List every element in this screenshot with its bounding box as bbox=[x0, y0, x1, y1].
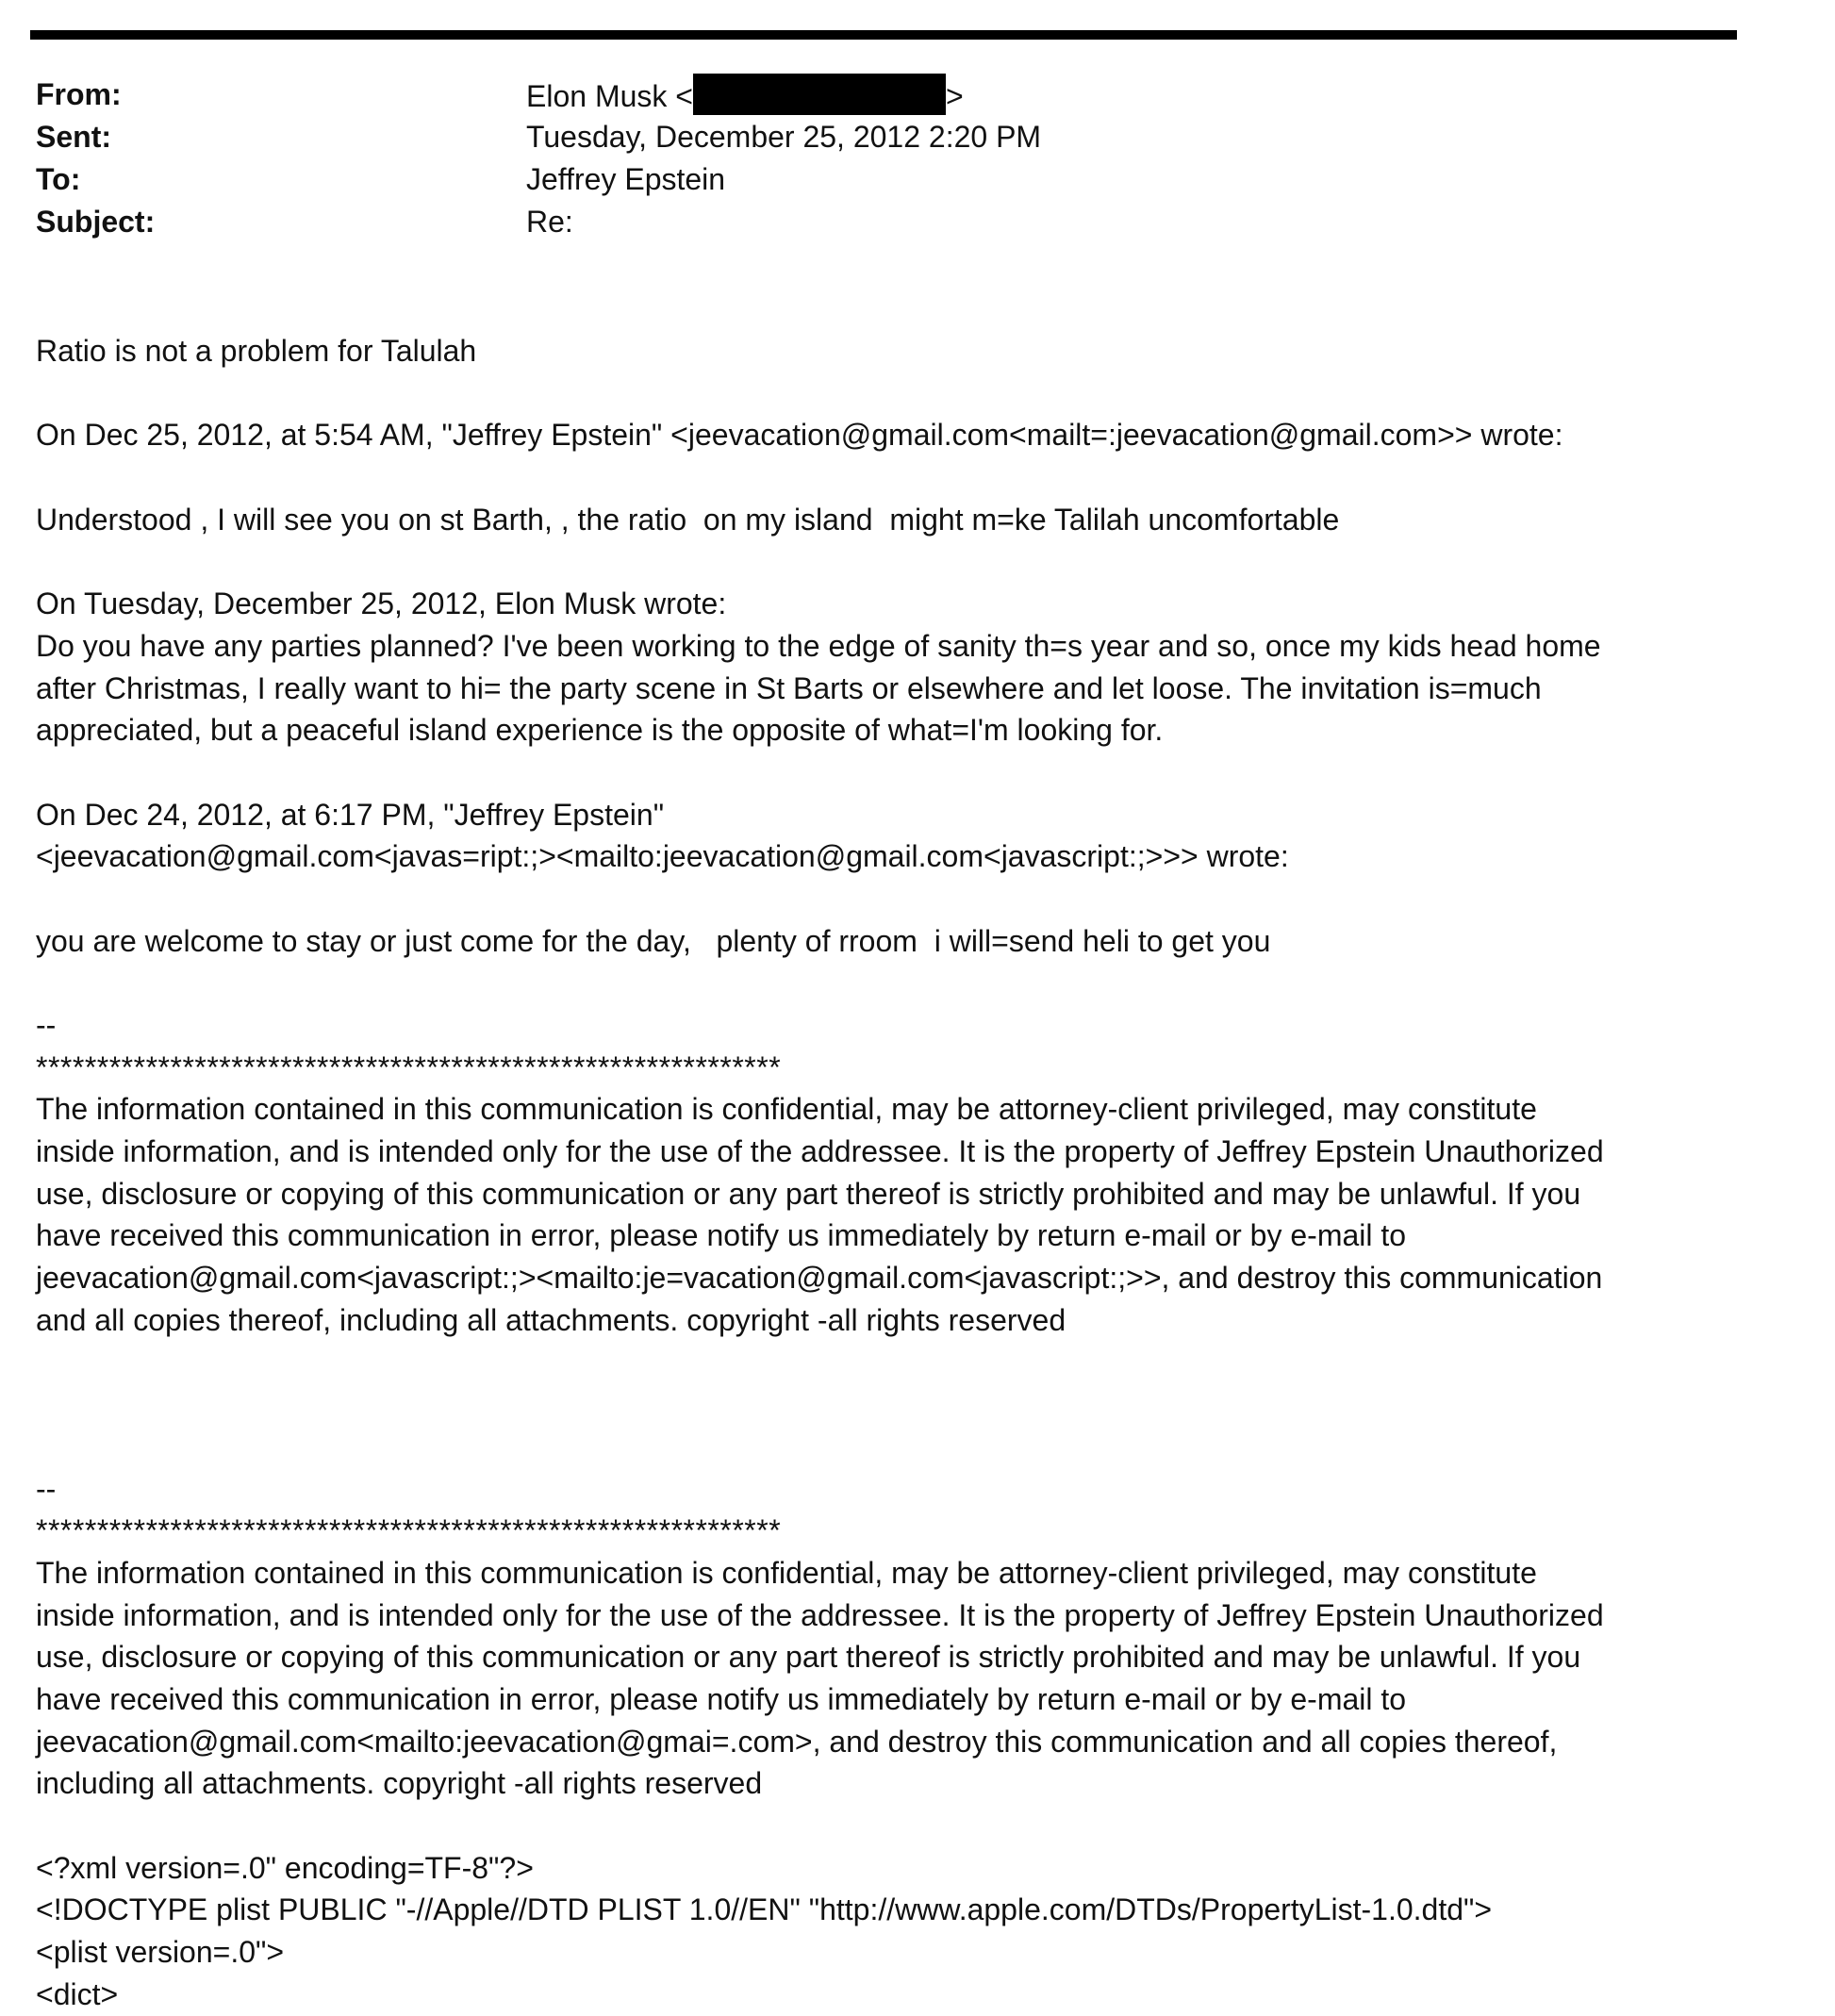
body-line: use, disclosure or copying of this communication or any part thereof is strictly prohibited and may be unlawful. If you bbox=[36, 1640, 1581, 1675]
body-line: <jeevacation@gmail.com<javas=ript:;><mailto:jeevacation@gmail.com<javascript:;>>> wrote: bbox=[36, 839, 1289, 874]
body-line: ************************************************************* bbox=[36, 1513, 782, 1548]
to-value: Jeffrey Epstein bbox=[526, 162, 726, 196]
body-line: <?xml version=.0" encoding=TF-8"?> bbox=[36, 1850, 534, 1885]
body-line bbox=[36, 1342, 1752, 1384]
from-sender-end: > bbox=[945, 79, 964, 113]
body-line: inside information, and is intended only for the use of the addressee. It is the property of Jeffrey Epstein Unauthorized bbox=[36, 1597, 1604, 1632]
body-line: -- bbox=[36, 1008, 57, 1042]
body-line: including all attachments. copyright -all rights reserved bbox=[36, 1766, 763, 1801]
body-line bbox=[36, 962, 1752, 1004]
body-line: On Dec 25, 2012, at 5:54 AM, "Jeffrey Epstein" <jeevacation@gmail.com<mailt=:jeevacation@gmail.com>> wrote: bbox=[36, 418, 1563, 453]
body-line bbox=[36, 1805, 1752, 1847]
body-line: jeevacation@gmail.com<javascript:;><mailto:je=vacation@gmail.com<javascript:;>>, and destroy this communication bbox=[36, 1261, 1603, 1296]
body-line: <!DOCTYPE plist PUBLIC "-//Apple//DTD PLIST 1.0//EN" "http://www.apple.com/DTDs/PropertyList-1.0.dtd"> bbox=[36, 1892, 1493, 1927]
body-line: <dict> bbox=[36, 1976, 119, 2011]
to-row bbox=[36, 158, 1733, 201]
body-line: Do you have any parties planned? I've been working to the edge of sanity th=s year and so, once my kids head home bbox=[36, 628, 1601, 663]
body-line: and all copies thereof, including all attachments. copyright -all rights reserved bbox=[36, 1302, 1066, 1337]
body-line: Understood , I will see you on st Barth, , the ratio on my island might m=ke Talilah uncomfortable bbox=[36, 502, 1340, 537]
body-line: The information contained in this communication is confidential, may be attorney-client privileged, may constitute bbox=[36, 1092, 1537, 1127]
body-line: On Dec 24, 2012, at 6:17 PM, "Jeffrey Epstein" bbox=[36, 797, 665, 832]
top-rule bbox=[30, 30, 1737, 40]
sent-label: Sent: bbox=[36, 120, 111, 154]
body-line bbox=[36, 1383, 1752, 1426]
from-label: From: bbox=[36, 77, 122, 111]
body-line: inside information, and is intended only for the use of the addressee. It is the property of Jeffrey Epstein Unauthorized bbox=[36, 1134, 1604, 1169]
body-line: use, disclosure or copying of this communication or any part thereof is strictly prohibited and may be unlawful. If you bbox=[36, 1176, 1581, 1211]
body-line bbox=[36, 540, 1752, 583]
sent-value: Tuesday, December 25, 2012 2:20 PM bbox=[526, 120, 1042, 154]
subject-row bbox=[36, 201, 1733, 243]
body-line: have received this communication in error, please notify us immediately by return e-mail or by e-mail to bbox=[36, 1218, 1407, 1253]
redaction-bar bbox=[693, 74, 946, 115]
body-line bbox=[36, 456, 1752, 499]
body-line bbox=[36, 372, 1752, 415]
body-line: jeevacation@gmail.com<mailto:jeevacation@gmai=.com>, and destroy this communication and all copies thereof, bbox=[36, 1724, 1558, 1759]
body-line: -- bbox=[36, 1471, 57, 1506]
email-body bbox=[36, 330, 1752, 2016]
body-line bbox=[36, 1426, 1752, 1468]
body-line bbox=[36, 752, 1752, 794]
to-label: To: bbox=[36, 162, 81, 196]
from-sender: Elon Musk < bbox=[526, 79, 693, 113]
subject-label: Subject: bbox=[36, 205, 156, 239]
body-line: ************************************************************* bbox=[36, 1049, 782, 1084]
body-line: you are welcome to stay or just come for the day, plenty of rroom i will=send heli to get you bbox=[36, 923, 1271, 958]
body-line: The information contained in this communication is confidential, may be attorney-client privileged, may constitute bbox=[36, 1555, 1537, 1590]
from-row bbox=[36, 74, 1733, 116]
body-line: On Tuesday, December 25, 2012, Elon Musk wrote: bbox=[36, 587, 727, 621]
from-value bbox=[526, 74, 964, 118]
body-line bbox=[36, 878, 1752, 920]
email-header bbox=[36, 74, 1733, 243]
body-line: appreciated, but a peaceful island experience is the opposite of what=I'm looking for. bbox=[36, 713, 1164, 748]
body-line: have received this communication in error, please notify us immediately by return e-mail or by e-mail to bbox=[36, 1682, 1407, 1716]
body-line: Ratio is not a problem for Talulah bbox=[36, 334, 477, 368]
body-line: <plist version=.0"> bbox=[36, 1935, 285, 1970]
body-line: after Christmas, I really want to hi= the party scene in St Barts or elsewhere and let loose. The invitation is=much bbox=[36, 670, 1542, 705]
subject-value: Re: bbox=[526, 205, 573, 239]
sent-row bbox=[36, 116, 1733, 158]
